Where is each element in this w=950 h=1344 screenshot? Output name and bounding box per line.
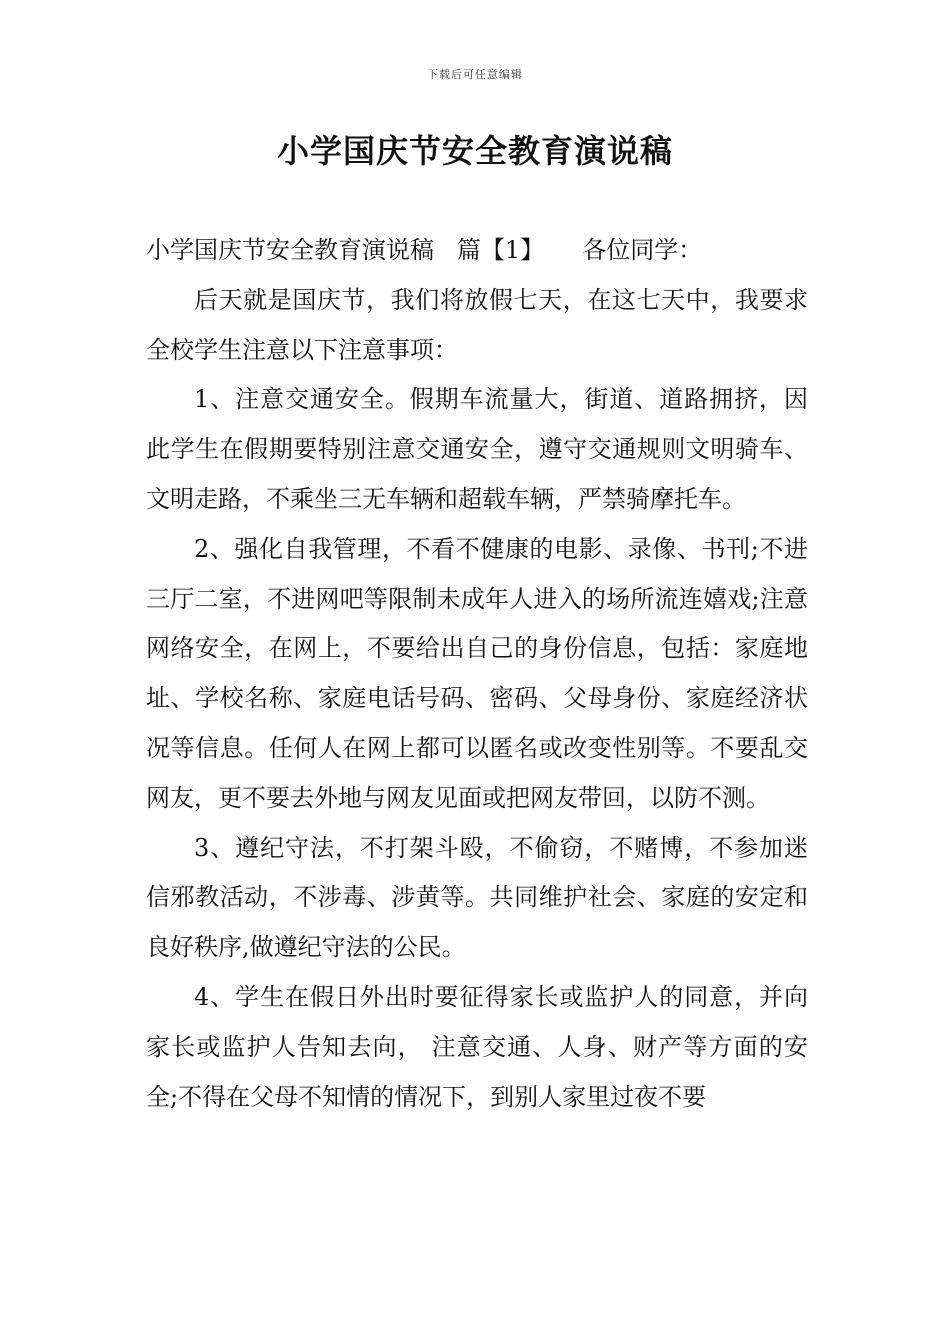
paragraph-going-out: 4、学生在假日外出时要征得家长或监护人的同意，并向家长或监护人告知去向， 注意交通、人身、财产等方面的安全;不得在父母不知情的情况下，到别人家里过夜不要 bbox=[146, 982, 808, 1111]
document-body bbox=[146, 226, 808, 1122]
paragraph-intro: 后天就是国庆节，我们将放假七天，在这七天中，我要求全校学生注意以下注意事项： bbox=[146, 285, 808, 364]
paragraph-self-management: 2、强化自我管理，不看不健康的电影、录像、书刊;不进三厅二室，不进网吧等限制未成年人进入的场所流连嬉戏;注意网络安全，在网上，不要给出自己的身份信息，包括：家庭地址、学校名称、家庭电话号码、密码、父母身份、家庭经济状况等信息。任何人在网上都可以匿名或改变性别等。不要乱交网友，更不要去外地与网友见面或把网友带回，以防不测。 bbox=[146, 534, 808, 812]
paragraph-law-abiding: 3、遵纪守法，不打架斗殴，不偷窃，不赌博，不参加迷信邪教活动，不涉毒、涉黄等。共同维护社会、家庭的安定和良好秩序,做遵纪守法的公民。 bbox=[146, 833, 808, 962]
document-title: 小学国庆节安全教育演说稿 bbox=[276, 132, 673, 170]
paragraph-traffic-safety: 1、注意交通安全。假期车流量大，街道、道路拥挤，因此学生在假期要特别注意交通安全，遵守交通规则文明骑车、文明走路，不乘坐三无车辆和超载车辆，严禁骑摩托车。 bbox=[146, 385, 808, 513]
page-header-note: 下载后可任意编辑 bbox=[427, 68, 523, 81]
document-subheading: 小学国庆节安全教育演说稿 篇【1】 各位同学： bbox=[146, 236, 703, 264]
